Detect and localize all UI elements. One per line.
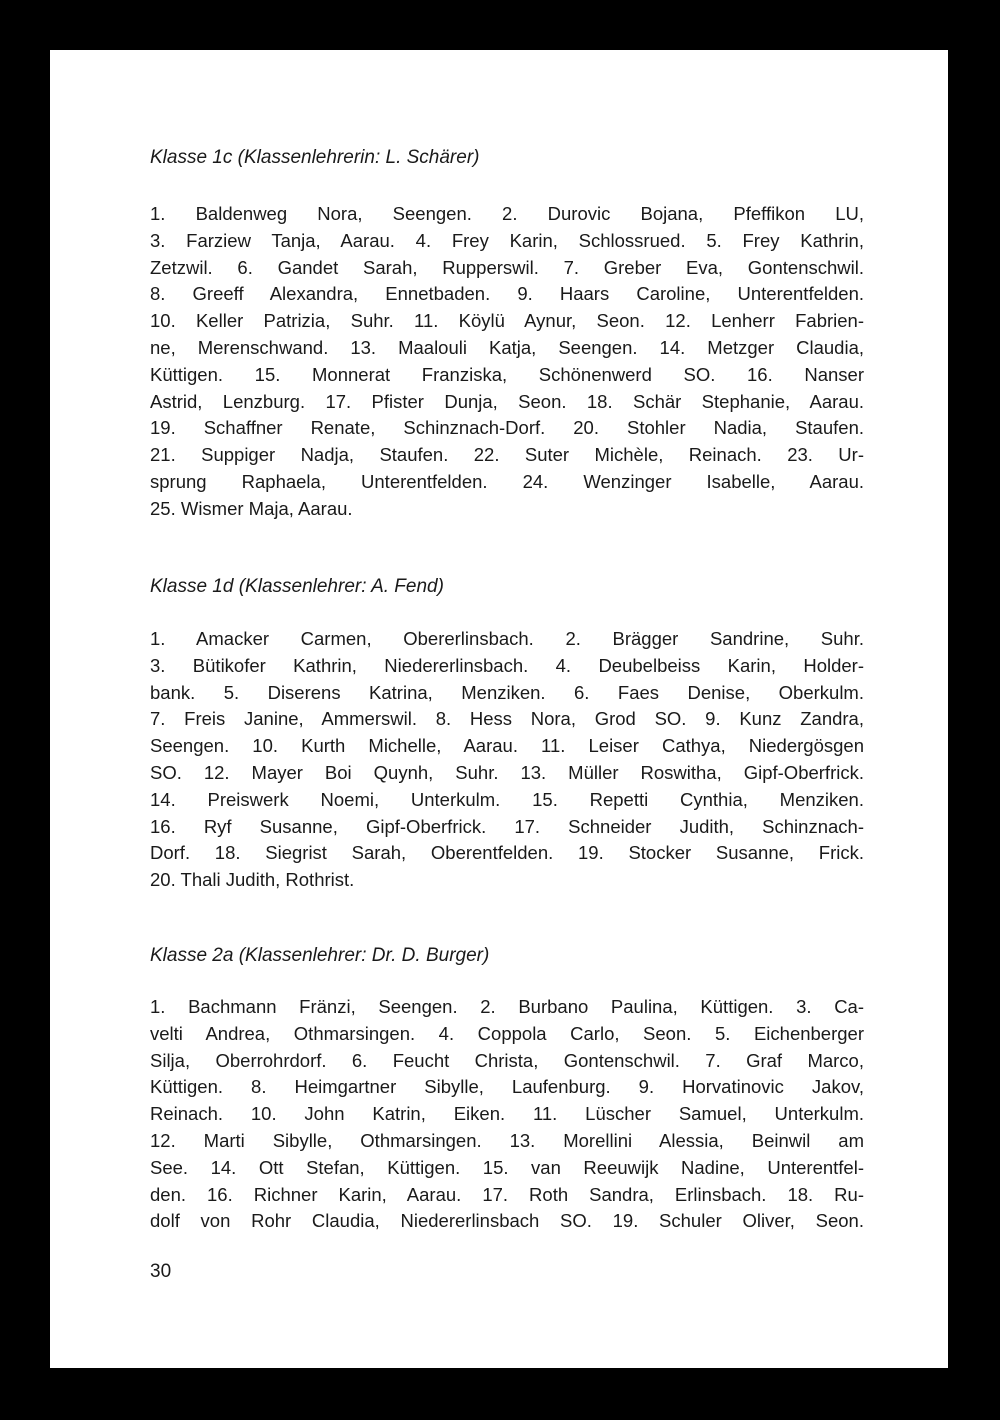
text-line: Küttigen. 8. Heimgartner Sibylle, Laufenburg. 9. Horvatinovic Jakov, — [150, 1076, 864, 1098]
text-line: 25. Wismer Maja, Aarau. — [150, 497, 353, 519]
text-line: 3. Farziew Tanja, Aarau. 4. Frey Karin, Schlossrued. 5. Frey Kathrin, — [150, 229, 864, 251]
section-body-klasse-1c — [150, 201, 864, 523]
text-line: Silja, Oberrohrdorf. 6. Feucht Christa, Gontenschwil. 7. Graf Marco, — [150, 1049, 864, 1071]
text-line: sprung Raphaela, Unterentfelden. 24. Wenzinger Isabelle, Aarau. — [150, 470, 864, 492]
text-line: Astrid, Lenzburg. 17. Pfister Dunja, Seon. 18. Schär Stephanie, Aarau. — [150, 390, 864, 412]
text-line: 1. Bachmann Fränzi, Seengen. 2. Burbano Paulina, Küttigen. 3. Ca- — [150, 996, 864, 1017]
page-number: 30 — [150, 1261, 172, 1282]
section-heading-klasse-1c: Klasse 1c (Klassenlehrerin: L. Schärer) — [150, 147, 480, 168]
text-line: 14. Preiswerk Noemi, Unterkulm. 15. Repetti Cynthia, Menziken. — [150, 788, 864, 810]
text-line: Zetzwil. 6. Gandet Sarah, Rupperswil. 7. Greber Eva, Gontenschwil. — [150, 256, 864, 278]
text-line: dolf von Rohr Claudia, Niedererlinsbach SO. 19. Schuler Oliver, Seon. — [150, 1210, 864, 1232]
text-line: 10. Keller Patrizia, Suhr. 11. Köylü Aynur, Seon. 12. Lenherr Fabrien- — [150, 310, 864, 332]
text-line: 19. Schaffner Renate, Schinznach-Dorf. 20. Stohler Nadia, Staufen. — [150, 417, 864, 439]
section-body-klasse-2a — [150, 994, 864, 1235]
text-line: 1. Baldenweg Nora, Seengen. 2. Durovic Bojana, Pfeffikon LU, — [150, 203, 864, 224]
section-heading-klasse-2a: Klasse 2a (Klassenlehrer: Dr. D. Burger) — [150, 945, 490, 966]
text-line: See. 14. Ott Stefan, Küttigen. 15. van Reeuwijk Nadine, Unterentfel- — [150, 1156, 864, 1178]
text-line: velti Andrea, Othmarsingen. 4. Coppola Carlo, Seon. 5. Eichenberger — [150, 1022, 864, 1044]
text-line: den. 16. Richner Karin, Aarau. 17. Roth Sandra, Erlinsbach. 18. Ru- — [150, 1183, 864, 1205]
text-line: Seengen. 10. Kurth Michelle, Aarau. 11. Leiser Cathya, Niedergösgen — [150, 735, 864, 757]
text-line: Küttigen. 15. Monnerat Franziska, Schönenwerd SO. 16. Nanser — [150, 363, 864, 385]
text-line: bank. 5. Diserens Katrina, Menziken. 6. Faes Denise, Oberkulm. — [150, 681, 864, 703]
text-line: ne, Merenschwand. 13. Maalouli Katja, Seengen. 14. Metzger Claudia, — [150, 336, 864, 358]
document-page — [50, 50, 948, 1368]
text-line: Reinach. 10. John Katrin, Eiken. 11. Lüscher Samuel, Unterkulm. — [150, 1103, 864, 1125]
text-line: 3. Bütikofer Kathrin, Niedererlinsbach. 4. Deubelbeiss Karin, Holder- — [150, 654, 864, 676]
section-body-klasse-1d — [150, 626, 864, 894]
text-line: SO. 12. Mayer Boi Quynh, Suhr. 13. Müller Roswitha, Gipf-Oberfrick. — [150, 761, 864, 783]
text-line: 20. Thali Judith, Rothrist. — [150, 869, 355, 891]
text-line: 1. Amacker Carmen, Obererlinsbach. 2. Brägger Sandrine, Suhr. — [150, 628, 864, 649]
text-line: Dorf. 18. Siegrist Sarah, Oberentfelden. 19. Stocker Susanne, Frick. — [150, 842, 864, 864]
text-line: 12. Marti Sibylle, Othmarsingen. 13. Morellini Alessia, Beinwil am — [150, 1129, 864, 1151]
text-line: 16. Ryf Susanne, Gipf-Oberfrick. 17. Schneider Judith, Schinznach- — [150, 815, 864, 837]
text-line: 7. Freis Janine, Ammerswil. 8. Hess Nora, Grod SO. 9. Kunz Zandra, — [150, 708, 864, 730]
section-heading-klasse-1d: Klasse 1d (Klassenlehrer: A. Fend) — [150, 576, 444, 597]
text-line: 8. Greeff Alexandra, Ennetbaden. 9. Haars Caroline, Unterentfelden. — [150, 283, 864, 305]
text-line: 21. Suppiger Nadja, Staufen. 22. Suter Michèle, Reinach. 23. Ur- — [150, 444, 864, 466]
